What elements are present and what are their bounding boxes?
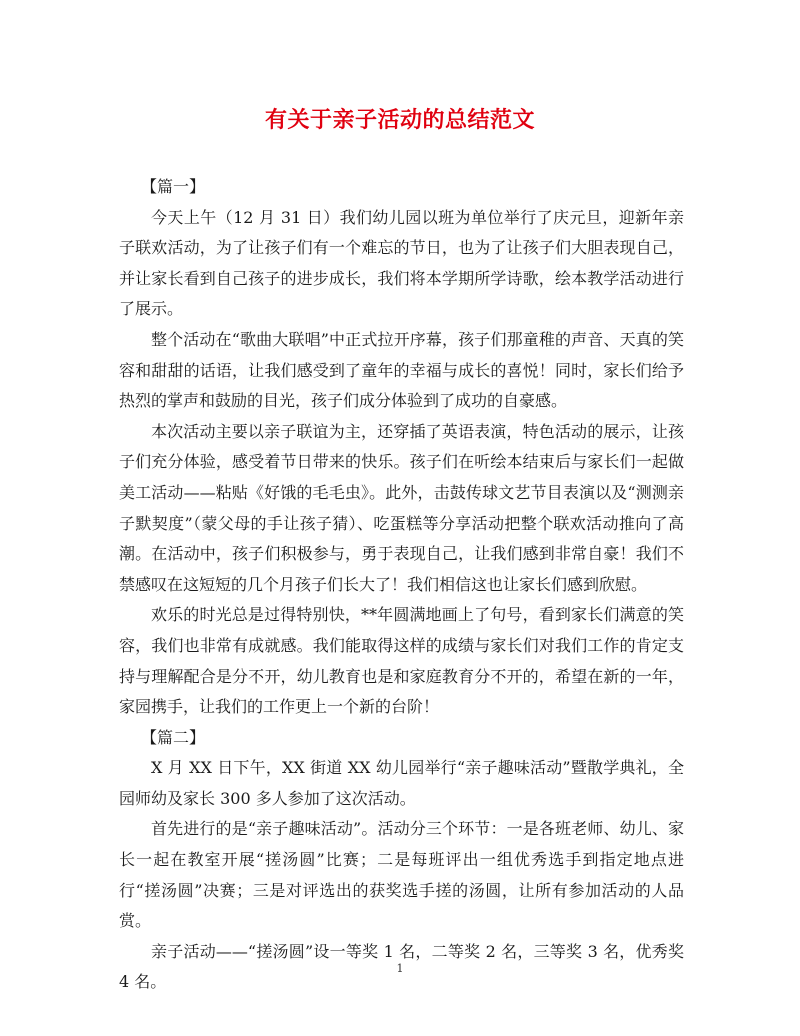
document-body xyxy=(119,172,684,998)
section-1-heading: 【篇一】 xyxy=(141,177,206,196)
section-1-paragraph: 本次活动主要以亲子联谊为主，还穿插了英语表演，特色活动的展示，让孩子们充分体验，感受着节日带来的快乐。孩子们在听绘本结束后与家长们一起做美工活动——粘贴《好饿的毛毛虫》。此外，击鼓传球文艺节目表演以及“测测亲子默契度”（蒙父母的手让孩子猜）、吃蛋糕等分享活动把整个联欢活动推向了高潮。在活动中，孩子们积极参与，勇于表现自己，让我们感到非常自豪！我们不禁感叹在这短短的几个月孩子们长大了！我们相信这也让家长们感到欣慰。 xyxy=(119,421,684,594)
section-2-paragraph: 亲子活动——“搓汤圆”设一等奖 1 名，二等奖 2 名，三等奖 3 名，优秀奖 4 名。 xyxy=(119,941,684,992)
section-2-paragraph: X 月 XX 日下午，XX 街道 XX 幼儿园举行“亲子趣味活动”暨散学典礼，全园师幼及家长 300 多人参加了这次活动。 xyxy=(119,758,684,808)
document-title: 有关于亲子活动的总结范文 xyxy=(264,108,535,133)
section-2-heading: 【篇二】 xyxy=(141,727,206,747)
section-1-paragraph: 今天上午（12 月 31 日）我们幼儿园以班为单位举行了庆元旦，迎新年亲子联欢活动，为了让孩子们有一个难忘的节日，也为了让孩子们大胆表现自己，并让家长看到自己孩子的进步成长，我们将本学期所学诗歌，绘本教学活动进行了展示。 xyxy=(119,207,684,319)
page-number: 1 xyxy=(396,962,404,975)
section-1-paragraph: 欢乐的时光总是过得特别快，**年圆满地画上了句号，看到家长们满意的笑容，我们也非常有成就感。我们能取得这样的成绩与家长们对我们工作的肯定支持与理解配合是分不开，幼儿教育也是和家庭教育分不开的，希望在新的一年，家园携手，让我们的工作更上一个新的台阶！ xyxy=(119,605,684,717)
section-1-paragraph: 整个活动在“歌曲大联唱”中正式拉开序幕，孩子们那童稚的声音、天真的笑容和甜甜的话语，让我们感受到了童年的幸福与成长的喜悦！同时，家长们给予热烈的掌声和鼓励的目光，孩子们成分体验到了成功的自豪感。 xyxy=(119,329,684,411)
section-2-paragraph: 首先进行的是“亲子趣味活动”。活动分三个环节：一是各班老师、幼儿、家长一起在教室开展“搓汤圆”比赛；二是每班评出一组优秀选手到指定地点进行“搓汤圆”决赛；三是对评选出的获奖选手搓的汤圆，让所有参加活动的人品赏。 xyxy=(119,819,684,931)
